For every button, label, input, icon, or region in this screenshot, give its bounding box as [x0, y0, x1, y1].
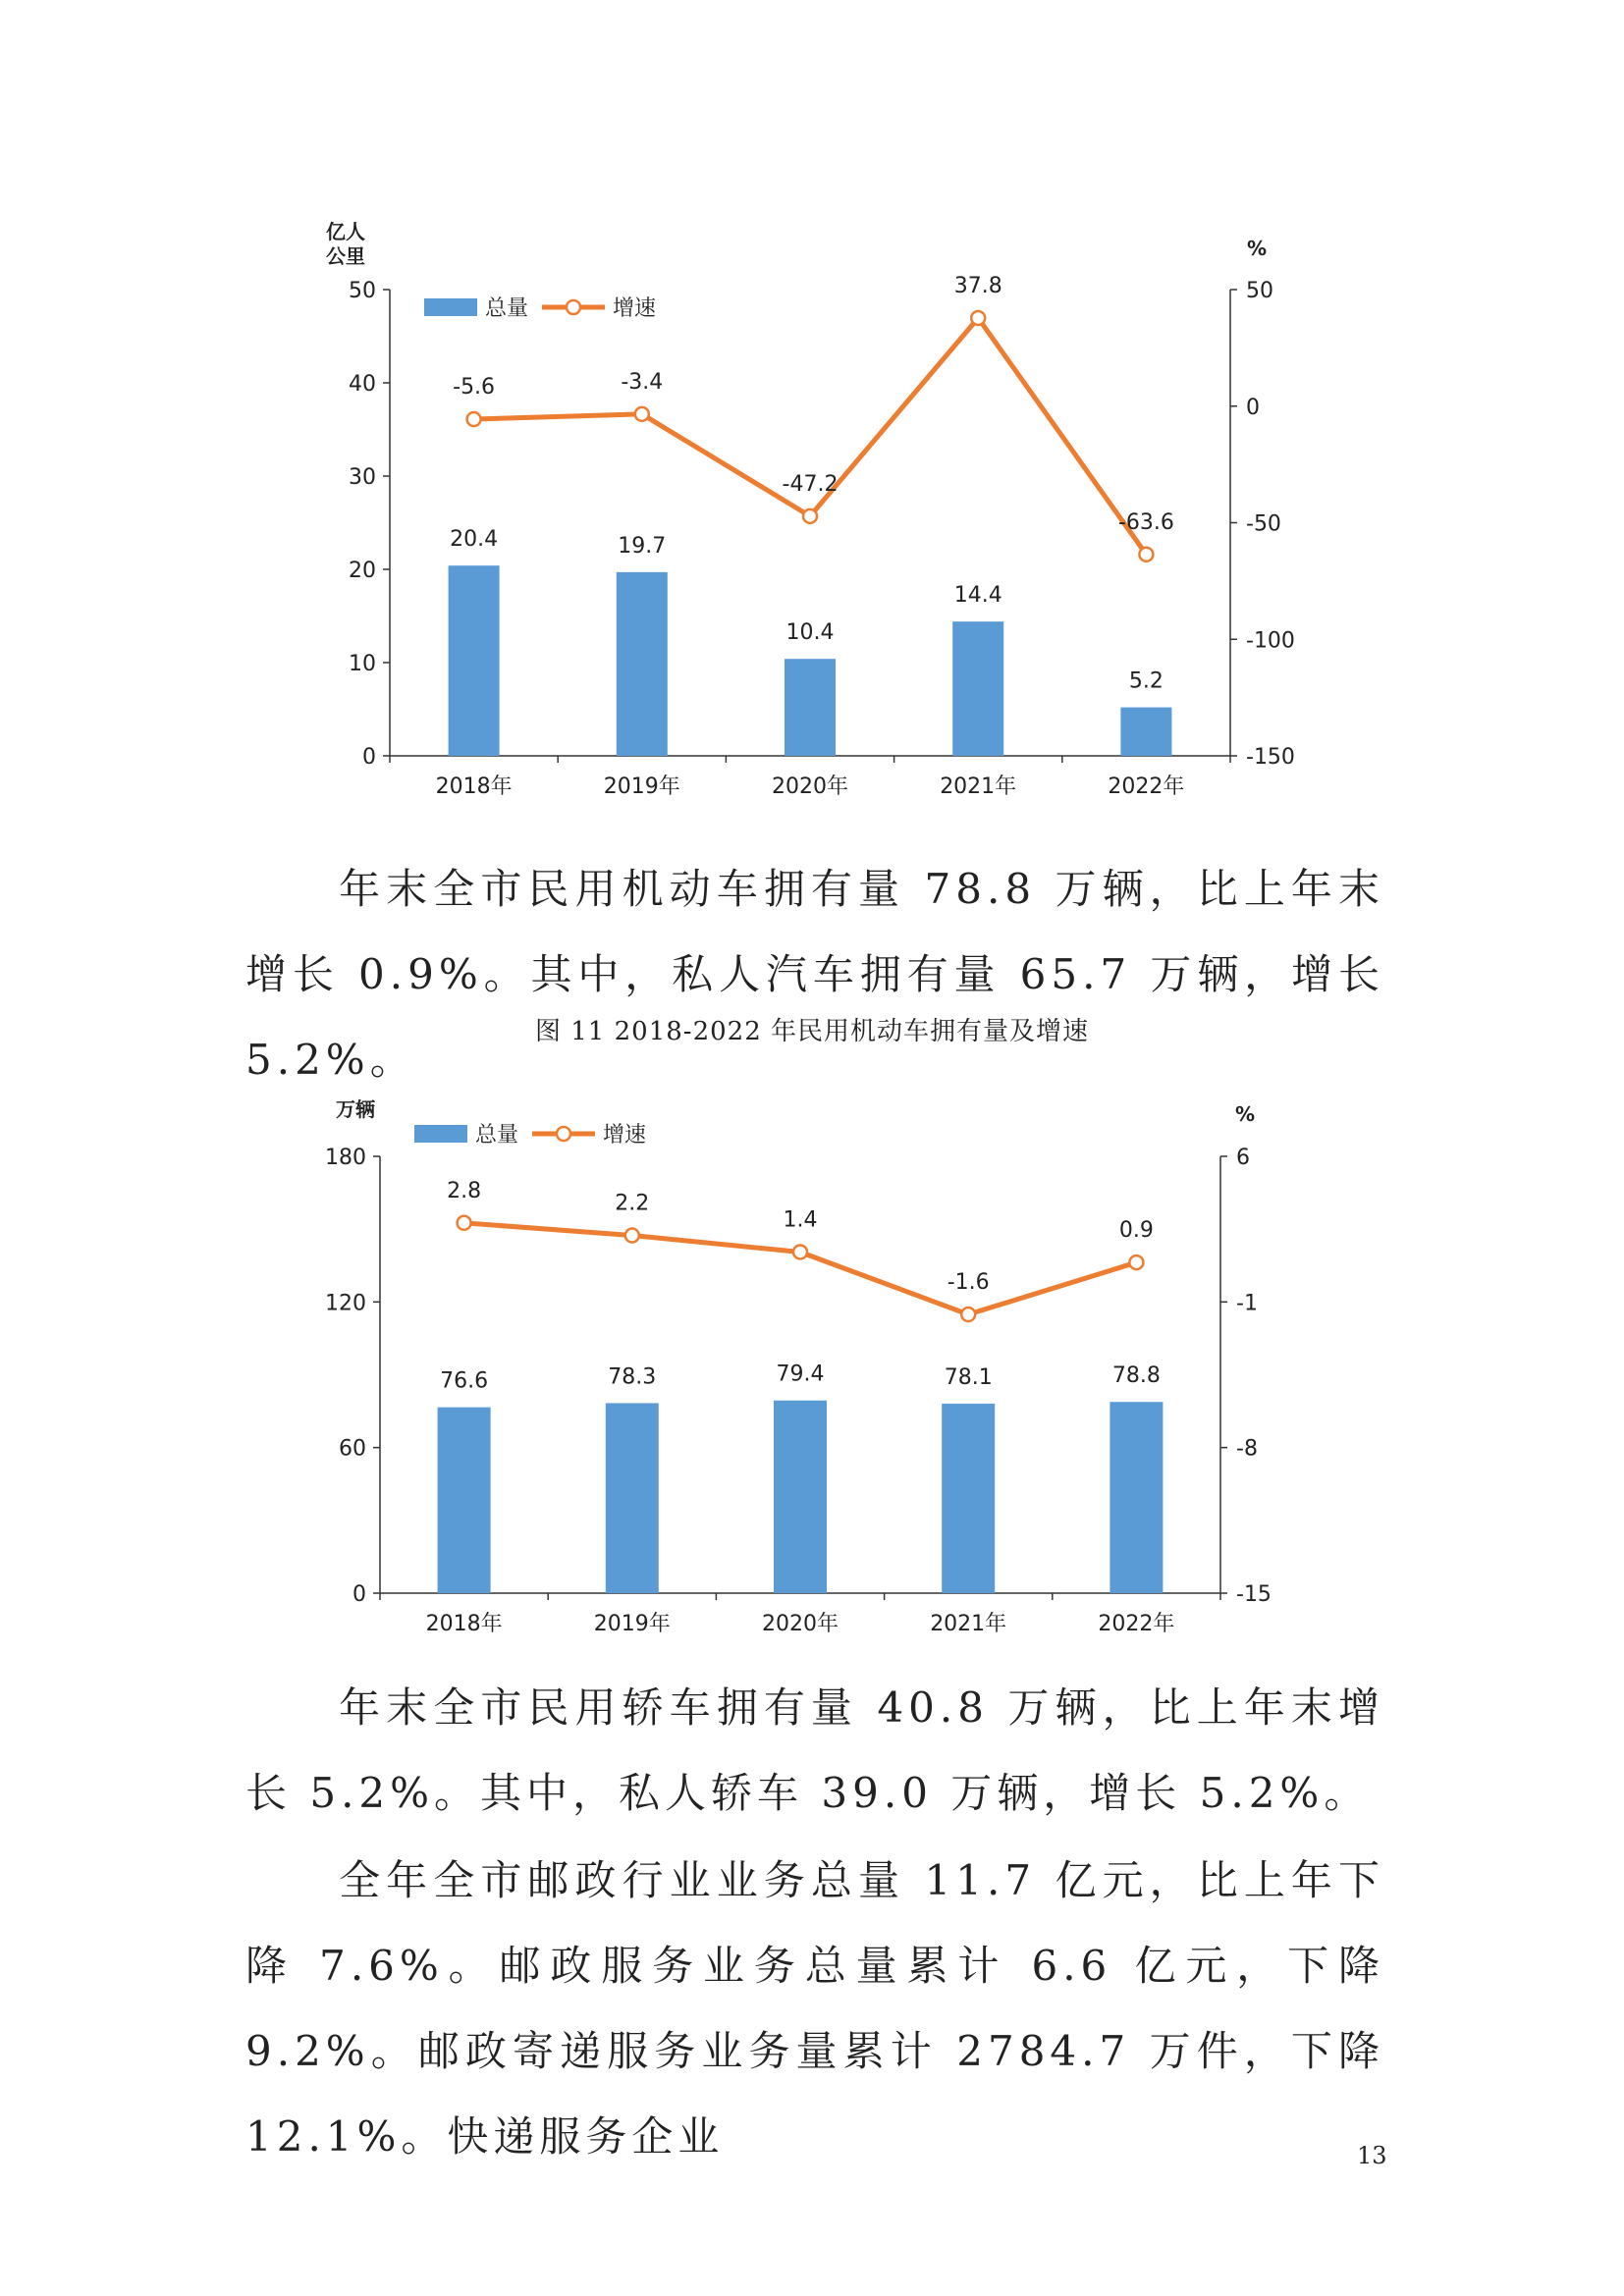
- left-tick-label: 120: [325, 1291, 366, 1316]
- right-axis-unit-label: %: [1246, 237, 1268, 260]
- paragraph-postal: [245, 1838, 1384, 2179]
- x-tick-label: 2022年: [1108, 774, 1185, 799]
- paragraph-cars: [245, 1665, 1384, 1836]
- paragraph-text: 全年全市邮政行业业务总量 11.7 亿元，比上年下降 7.6%。邮政服务业务总量累计 6.6 亿元，下降 9.2%。邮政寄递服务业务量累计 2784.7 万件，下降 12.1%。快递服务企业: [245, 1856, 1384, 2161]
- right-tick-label: 50: [1246, 279, 1273, 303]
- growth-point: [635, 407, 649, 421]
- bar-value-label: 76.6: [440, 1368, 489, 1394]
- x-tick-label: 2020年: [762, 1612, 839, 1636]
- left-axis-unit-label: 公里: [326, 244, 365, 268]
- x-tick-label: 2021年: [930, 1612, 1007, 1636]
- x-tick-label: 2021年: [940, 774, 1017, 799]
- left-tick-label: 10: [349, 652, 376, 676]
- left-tick-label: 60: [339, 1436, 366, 1462]
- chart-passenger-turnover: [0, 216, 1624, 815]
- left-tick-label: 0: [362, 745, 376, 770]
- bar: [449, 565, 500, 756]
- legend-line-label: 增速: [613, 296, 657, 321]
- bar: [942, 1404, 995, 1593]
- growth-point: [971, 311, 985, 325]
- right-tick-label: -100: [1246, 628, 1295, 654]
- growth-value-label: -3.4: [621, 369, 664, 395]
- legend-line-marker: [567, 300, 580, 314]
- bar: [606, 1403, 659, 1593]
- x-tick-label: 2018年: [425, 1612, 503, 1636]
- x-tick-label: 2020年: [772, 774, 848, 799]
- chart-1-svg: [0, 216, 1624, 815]
- bar: [1120, 708, 1171, 756]
- bar: [952, 621, 1003, 756]
- bar-value-label: 5.2: [1128, 668, 1164, 694]
- left-axis-unit-label: 亿人: [326, 220, 365, 243]
- x-tick-label: 2019年: [593, 1612, 671, 1636]
- bar: [774, 1401, 827, 1593]
- growth-point: [625, 1229, 639, 1243]
- legend-bar-swatch: [424, 298, 477, 316]
- page-number: 13: [1357, 2142, 1387, 2169]
- growth-point: [467, 412, 481, 426]
- chart-2-svg: [0, 1090, 1624, 1649]
- legend-bar-label: 总量: [485, 296, 529, 321]
- growth-point: [458, 1216, 471, 1230]
- growth-value-label: 0.9: [1118, 1218, 1154, 1244]
- paragraph-text: 年末全市民用轿车拥有量 40.8 万辆，比上年末增长 5.2%。其中，私人轿车 39.0 万辆，增长 5.2%。: [245, 1683, 1384, 1817]
- left-axis-unit-label: 万辆: [336, 1097, 375, 1121]
- growth-value-label: -5.6: [453, 375, 496, 400]
- bar-value-label: 78.3: [608, 1364, 657, 1390]
- growth-value-label: 2.2: [615, 1191, 650, 1216]
- x-tick-label: 2019年: [603, 774, 680, 799]
- growth-value-label: 2.8: [447, 1178, 482, 1203]
- growth-value-label: -1.6: [947, 1270, 990, 1296]
- right-tick-label: -15: [1236, 1582, 1272, 1607]
- paragraph-vehicles: [245, 846, 1384, 1102]
- bar: [617, 572, 668, 756]
- bar-value-label: 14.4: [953, 583, 1002, 609]
- x-tick-label: 2018年: [435, 774, 513, 799]
- legend-line-label: 增速: [603, 1123, 647, 1148]
- growth-value-label: -63.6: [1117, 509, 1174, 535]
- growth-point: [1139, 548, 1153, 561]
- legend-bar-label: 总量: [475, 1123, 519, 1148]
- right-tick-label: -8: [1236, 1436, 1258, 1462]
- bar-value-label: 20.4: [450, 527, 499, 553]
- bar-value-label: 78.8: [1111, 1363, 1161, 1389]
- right-tick-label: -150: [1246, 745, 1295, 770]
- growth-value-label: -47.2: [782, 471, 839, 497]
- figure-caption: 图 11 2018-2022 年民用机动车拥有量及增速: [535, 1017, 1089, 1046]
- x-tick-label: 2022年: [1098, 1612, 1175, 1636]
- growth-point: [961, 1308, 975, 1321]
- growth-point: [793, 1245, 807, 1258]
- growth-line: [464, 1223, 1137, 1314]
- bar-value-label: 79.4: [776, 1362, 825, 1387]
- left-tick-label: 40: [349, 372, 376, 397]
- right-tick-label: -50: [1246, 511, 1281, 537]
- bar: [438, 1408, 491, 1593]
- right-tick-label: -1: [1236, 1291, 1258, 1316]
- paragraph-text: 年末全市民用机动车拥有量 78.8 万辆，比上年末增长 0.9%。其中，私人汽车拥有量 65.7 万辆，增长 5.2%。: [245, 865, 1384, 1084]
- left-tick-label: 50: [349, 279, 376, 303]
- chart-vehicle-ownership: [0, 1090, 1624, 1649]
- right-tick-label: 0: [1246, 395, 1260, 420]
- bar: [785, 659, 836, 756]
- bar-value-label: 10.4: [785, 620, 835, 646]
- right-axis-unit-label: %: [1234, 1102, 1256, 1126]
- bar-value-label: 19.7: [618, 533, 667, 559]
- right-tick-label: 6: [1236, 1146, 1250, 1170]
- growth-point: [1129, 1255, 1143, 1269]
- bar-value-label: 78.1: [944, 1364, 993, 1390]
- left-tick-label: 30: [349, 465, 376, 490]
- left-tick-label: 20: [349, 559, 376, 583]
- left-tick-label: 0: [352, 1582, 366, 1607]
- growth-value-label: 1.4: [783, 1207, 818, 1233]
- legend-line-marker: [557, 1127, 570, 1141]
- growth-value-label: 37.8: [953, 273, 1002, 298]
- growth-point: [803, 509, 817, 523]
- legend-bar-swatch: [414, 1125, 467, 1143]
- left-tick-label: 180: [325, 1146, 366, 1170]
- bar: [1110, 1402, 1163, 1593]
